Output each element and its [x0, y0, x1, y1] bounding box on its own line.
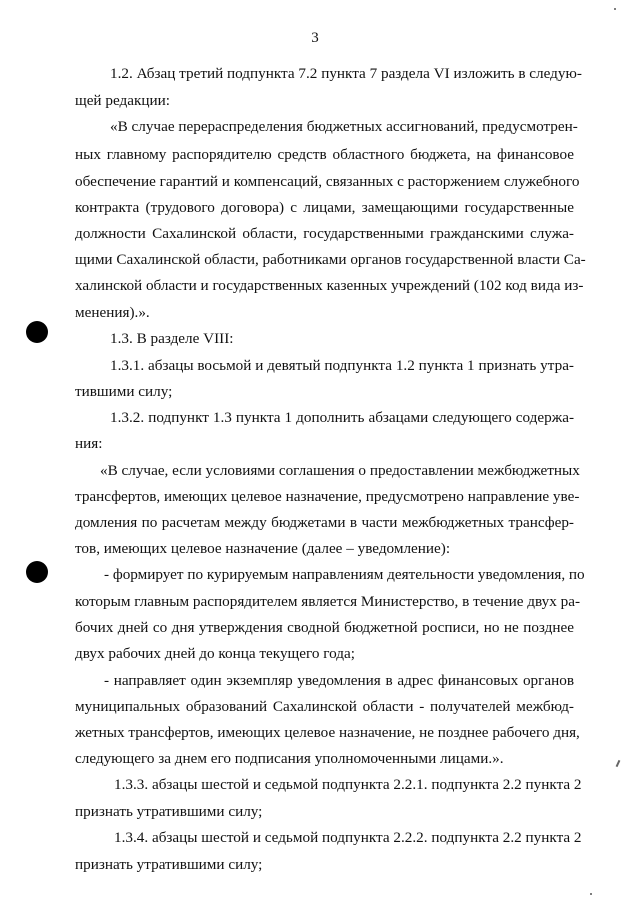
text-line: двух рабочих дней до конца текущего года;: [75, 645, 355, 662]
text-line: обеспечение гарантий и компенсаций, связанных с расторжением служебного: [75, 173, 580, 190]
text-line: бочих дней со дня утверждения сводной бюджетной росписи, но не позднее: [75, 619, 574, 636]
text-line: следующего за днем его подписания уполномоченными лицами.».: [75, 750, 504, 767]
text-line: должности Сахалинской области, государственными гражданскими служа-: [75, 225, 574, 242]
punch-hole-top: [26, 321, 48, 343]
text-line: признать утратившими силу;: [75, 856, 263, 873]
text-line: 1.3. В разделе VIII:: [110, 330, 234, 347]
text-line: трансфертов, имеющих целевое назначение, предусмотрено направление уве-: [75, 488, 580, 505]
text-line: «В случае перераспределения бюджетных ассигнований, предусмотрен-: [110, 118, 578, 135]
text-line: жетных трансфертов, имеющих целевое назначение, не позднее рабочего дня,: [75, 724, 580, 741]
text-line: признать утратившими силу;: [75, 803, 263, 820]
text-line: «В случае, если условиями соглашения о предоставлении межбюджетных: [100, 462, 580, 479]
text-line: муниципальных образований Сахалинской области - получателей межбюд-: [75, 698, 574, 715]
text-line: 1.3.1. абзацы восьмой и девятый подпункта 1.2 пункта 1 признать утра-: [110, 357, 574, 374]
text-line: 1.3.2. подпункт 1.3 пункта 1 дополнить абзацами следующего содержа-: [110, 409, 574, 426]
punch-hole-bottom: [26, 561, 48, 583]
text-line: - формирует по курируемым направлениям деятельности уведомления, по: [104, 566, 585, 583]
text-line: 1.3.3. абзацы шестой и седьмой подпункта 2.2.1. подпункта 2.2 пункта 2: [114, 776, 582, 793]
text-line: тившими силу;: [75, 383, 173, 400]
text-line: 1.3.4. абзацы шестой и седьмой подпункта 2.2.2. подпункта 2.2 пункта 2: [114, 829, 582, 846]
scan-speck: [614, 8, 616, 10]
page-number: 3: [311, 30, 319, 46]
text-line: - направляет один экземпляр уведомления в адрес финансовых органов: [104, 672, 574, 689]
text-line: менения).».: [75, 304, 150, 321]
text-line: контракта (трудового договора) с лицами, замещающими государственные: [75, 199, 574, 216]
text-line: щей редакции:: [75, 92, 170, 109]
scan-tick: [616, 760, 621, 767]
text-line: халинской области и государственных казенных учреждений (102 код вида из-: [75, 277, 584, 294]
text-line: щими Сахалинской области, работниками органов государственной власти Са-: [75, 251, 586, 268]
text-line: тов, имеющих целевое назначение (далее – уведомление):: [75, 540, 451, 557]
text-line: 1.2. Абзац третий подпункта 7.2 пункта 7 раздела VI изложить в следую-: [110, 65, 582, 82]
text-line: ния:: [75, 435, 103, 452]
text-line: ных главному распорядителю средств областного бюджета, на финансовое: [75, 146, 574, 163]
text-line: которым главным распорядителем является Министерство, в течение двух ра-: [75, 593, 580, 610]
scan-speck: [590, 893, 592, 895]
text-line: домления по расчетам между бюджетами в части межбюджетных трансфер-: [75, 514, 574, 531]
